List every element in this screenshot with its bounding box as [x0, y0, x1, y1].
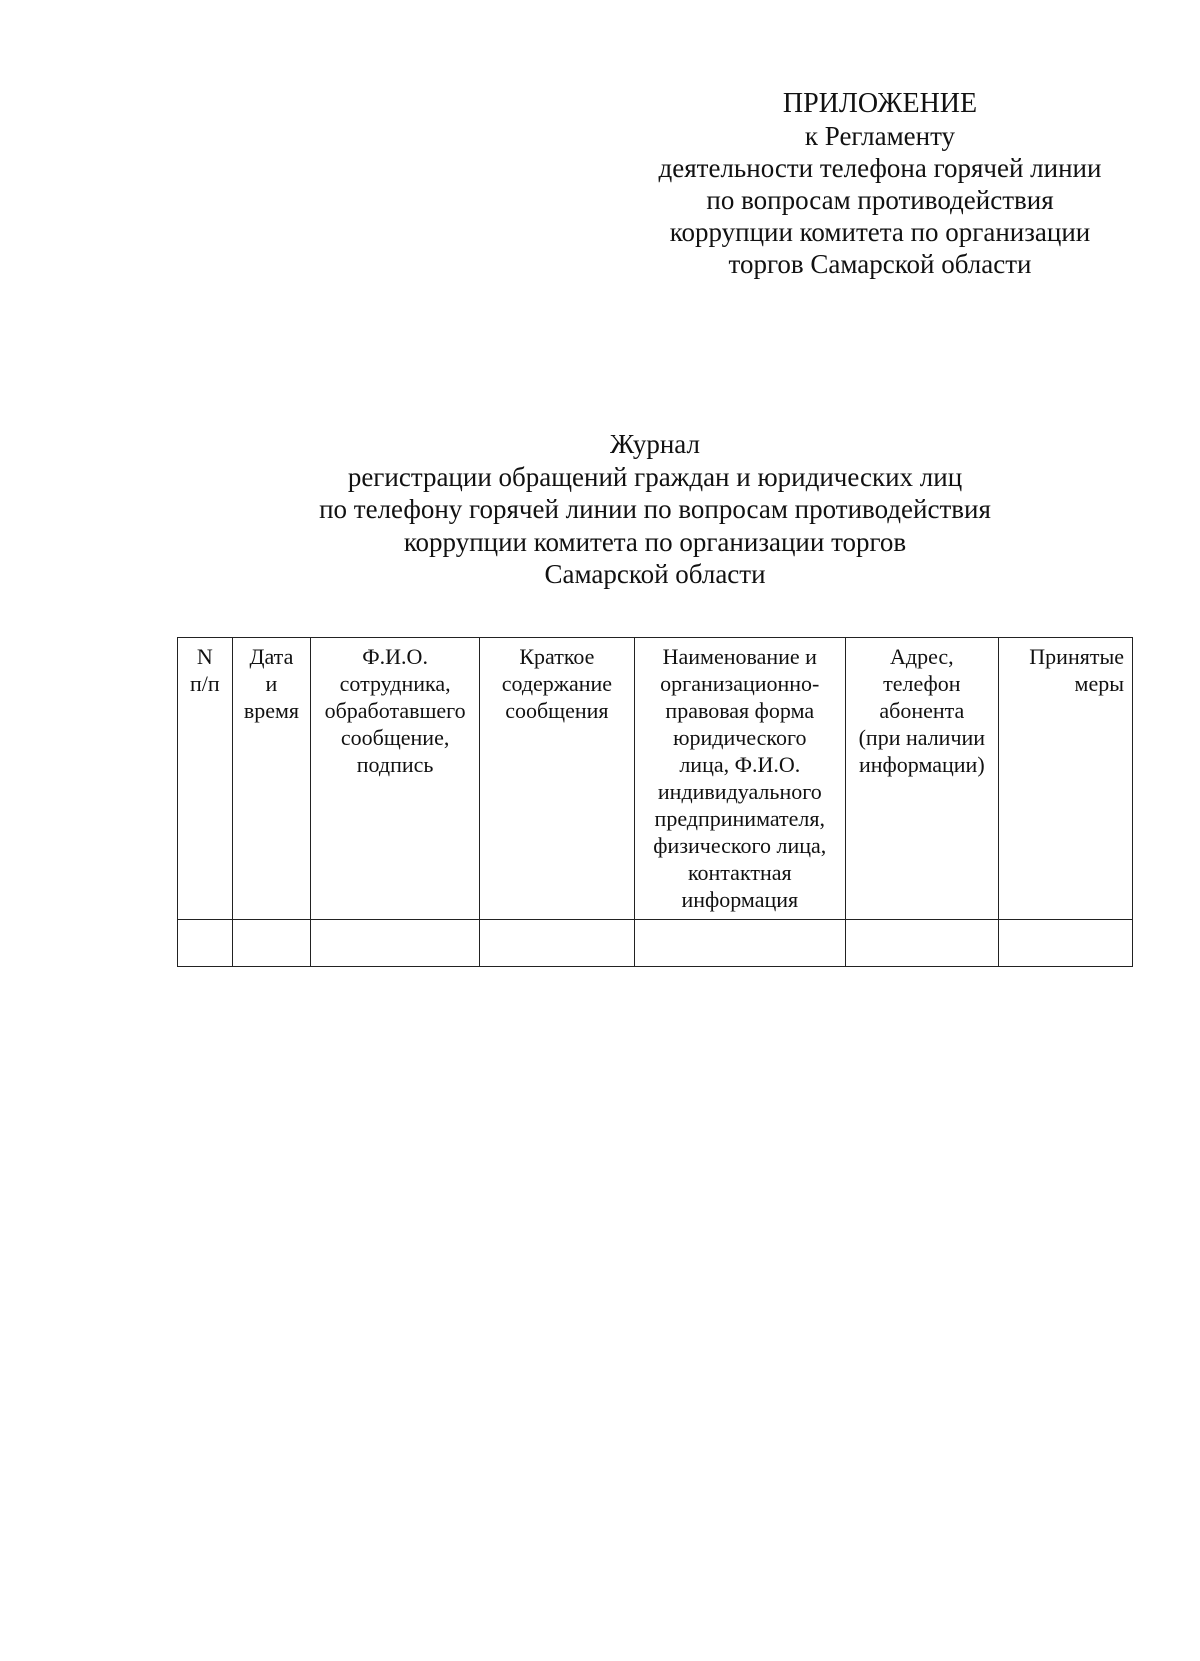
table-header-row — [178, 638, 1133, 920]
appendix-block — [640, 88, 1120, 280]
journal-subtitle-line: регистрации обращений граждан и юридических лиц — [347, 461, 963, 492]
appendix-line: деятельности телефона горячей линии — [658, 153, 1102, 183]
table-cell — [311, 920, 480, 967]
journal-title: Журнал — [609, 429, 701, 459]
registration-table — [177, 637, 1133, 967]
journal-subtitle-line: Самарской области — [544, 559, 766, 589]
header-caller-identity: Наименование и организационно- правовая форма юридического лица, Ф.И.О. индивидуального предпринимателя, физического лица, контактная информация — [634, 638, 845, 920]
table-cell — [845, 920, 998, 967]
header-date-time: Дата и время — [232, 638, 311, 920]
header-employee: Ф.И.О. сотрудника, обработавшего сообщение, подпись — [311, 638, 480, 920]
appendix-line: по вопросам противодействия — [706, 185, 1054, 215]
appendix-line: к Регламенту — [804, 121, 956, 151]
header-number: N п/п — [178, 638, 233, 920]
table-cell — [178, 920, 233, 967]
header-measures: Принятые меры — [998, 638, 1132, 920]
journal-heading — [220, 428, 1090, 591]
journal-subtitle-line: коррупции комитета по организации торгов — [403, 526, 907, 557]
table-row — [178, 920, 1133, 967]
table-cell — [634, 920, 845, 967]
appendix-title: ПРИЛОЖЕНИЕ — [782, 88, 978, 119]
header-summary: Краткое содержание сообщения — [480, 638, 635, 920]
header-address-phone: Адрес, телефон абонента (при наличии информации) — [845, 638, 998, 920]
appendix-line: торгов Самарской области — [728, 249, 1032, 279]
table-cell — [998, 920, 1132, 967]
journal-subtitle-line: по телефону горячей линии по вопросам противодействия — [319, 494, 991, 524]
table-cell — [480, 920, 635, 967]
appendix-line: коррупции комитета по организации — [669, 217, 1091, 247]
table-cell — [232, 920, 311, 967]
